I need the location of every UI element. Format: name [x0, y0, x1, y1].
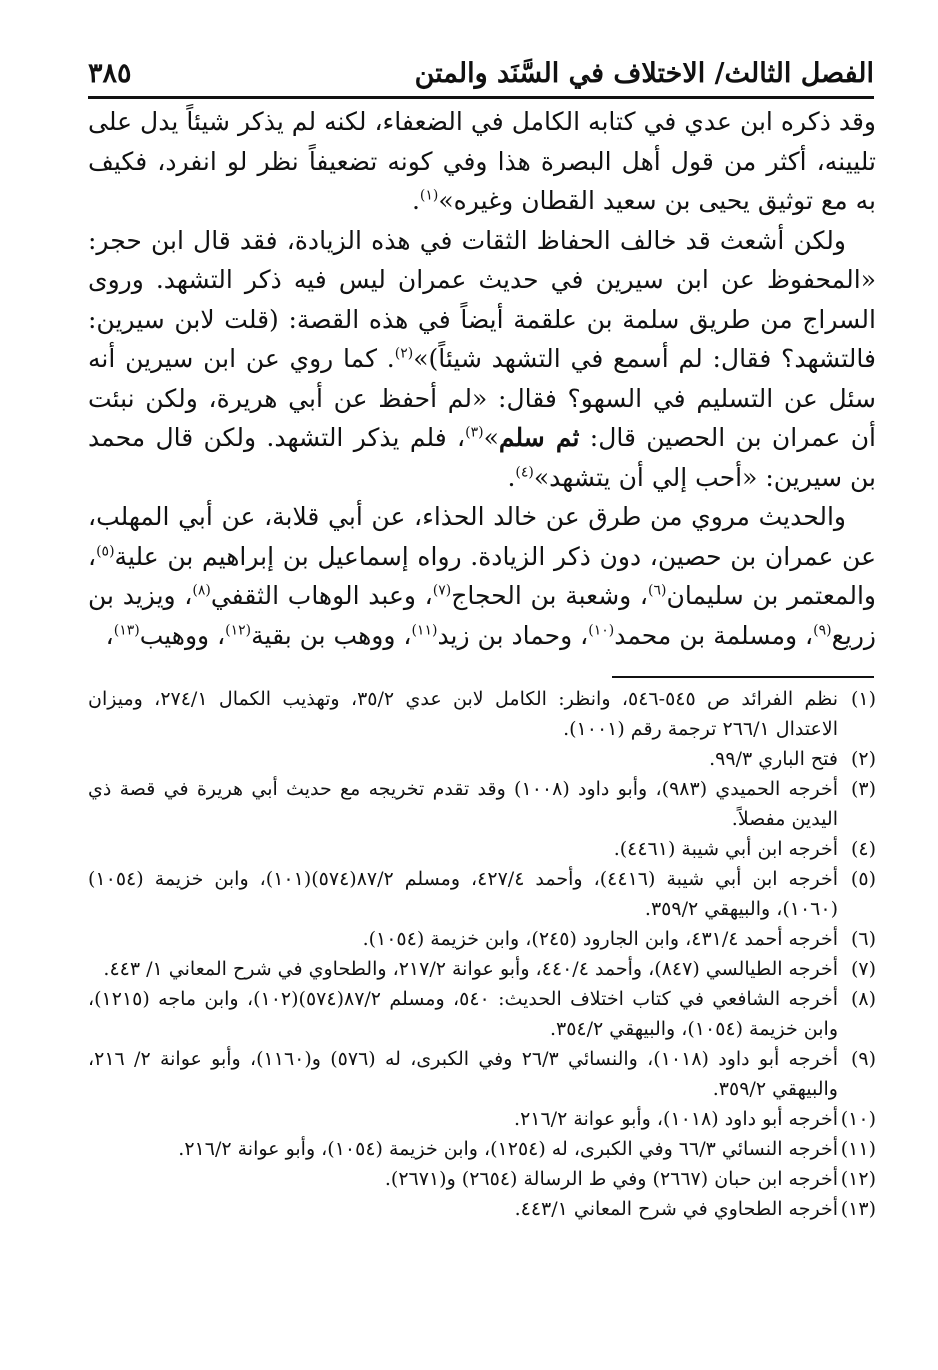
footnote-13: [88, 1194, 876, 1224]
paragraph-text: ، ومسلمة بن محمد: [614, 620, 814, 650]
page-number: ٣٨٥: [88, 58, 132, 89]
footnote-ref-3[interactable]: (٣): [465, 424, 484, 441]
paragraph-3: [88, 497, 876, 655]
header-rule: [88, 96, 874, 99]
footnote-number: (١١): [840, 1138, 876, 1160]
footnote-9: [88, 1044, 876, 1104]
footnote-number: (١٠): [840, 1108, 876, 1130]
footnote-ref-9[interactable]: (٩): [813, 622, 832, 639]
footnote-7: [88, 954, 876, 984]
paragraph-text: ، وحماد بن زيد: [437, 620, 589, 650]
paragraph-text: ، ووهيب: [139, 620, 226, 650]
footnote-4: [88, 834, 876, 864]
footnote-6: [88, 924, 876, 954]
footnote-ref-13[interactable]: (١٣): [113, 622, 140, 639]
footnote-3: [88, 774, 876, 834]
footnote-1: [88, 684, 876, 744]
footnote-text: أخرجه ابن أبي شيبة (٤٤١٦)، وأحمد ٤٢٧/٤، ومسلم ٨٧/٢(٥٧٤)(١٠١)، وابن خزيمة (١٠٥٤) (١٠٦٠)، والبيهقي ٣٥٩/٢.: [88, 868, 838, 920]
footnote-ref-6[interactable]: (٦): [648, 582, 667, 599]
footnote-ref-8[interactable]: (٨): [192, 582, 211, 599]
footnote-10: [88, 1104, 876, 1134]
footnote-text: أخرجه أحمد ٤٣١/٤، وابن الجارود (٢٤٥)، وابن خزيمة (١٠٥٤).: [362, 928, 838, 950]
footnote-number: (٩): [850, 1048, 876, 1070]
paragraph-text: وقد ذكره ابن عدي في كتابه الكامل في الضعفاء، لكنه لم يذكر شيئاً يدل على تليينه، أكثر من قول أهل البصرة هذا وفي كونه تضعيفاً نظر لو انفرد، فكيف به مع توثيق يحيى بن سعيد القطان وغيره»: [88, 107, 876, 215]
running-header: [88, 50, 874, 94]
paragraph-text: ،: [105, 620, 114, 650]
footnote-text: أخرجه أبو داود (١٠١٨)، وأبو عوانة ٢١٦/٢.: [514, 1108, 838, 1130]
paragraph-text: ، والمعتمر بن سليمان: [88, 541, 876, 610]
footnote-ref-7[interactable]: (٧): [432, 582, 452, 599]
paragraph-text: .: [507, 462, 516, 492]
paragraph-text: .: [411, 186, 420, 215]
footnote-ref-4[interactable]: (٤): [515, 464, 534, 481]
paragraph-text: ، فلم يذكر التشهد. ولكن قال محمد بن سيرين: «أحب إلي أن يتشهد»: [88, 423, 876, 492]
footnote-number: (٥): [850, 868, 876, 890]
paragraph-text: ، وعبد الوهاب الثقفي: [210, 581, 433, 610]
paragraph-1: [88, 102, 876, 221]
chapter-title: الفصل الثالث/ الاختلاف في السَّنَد والمتن: [414, 58, 874, 89]
footnote-ref-10[interactable]: (١٠): [588, 622, 615, 639]
bold-phrase: ثم سلم: [498, 423, 580, 452]
footnote-text: أخرجه ابن أبي شيبة (٤٤٦١).: [613, 838, 838, 860]
main-text: [88, 102, 876, 655]
paragraph-text: والحديث مروي من طرق عن خالد الحذاء، عن أبي قلابة، عن أبي المهلب، عن عمران بن حصين، دون ذكر الزيادة. رواه إسماعيل بن إبراهيم بن علية: [88, 502, 876, 571]
paragraph-text: »: [483, 423, 499, 452]
footnote-ref-11[interactable]: (١١): [411, 622, 438, 639]
footnote-text: فتح الباري ٩٩/٣.: [709, 748, 838, 770]
footnote-2: [88, 744, 876, 774]
footnote-text: أخرجه النسائي ٦٦/٣ وفي الكبرى، له (١٢٥٤)، وابن خزيمة (١٠٥٤)، وأبو عوانة ٢١٦/٢.: [178, 1138, 838, 1160]
footnote-number: (١): [850, 688, 876, 710]
footnote-8: [88, 984, 876, 1044]
paragraph-2: [88, 221, 876, 498]
footnote-text: أخرجه الحميدي (٩٨٣)، وأبو داود (١٠٠٨) وقد تقدم تخريجه مع حديث أبي هريرة في قصة ذي اليدين مفصلاً.: [88, 778, 839, 830]
footnote-text: أخرجه ابن حبان (٢٦٦٧) وفي ط الرسالة (٢٦٥٤) و(٢٦٧١).: [384, 1168, 838, 1190]
footnote-5: [88, 864, 876, 924]
footnote-number: (١٢): [840, 1168, 876, 1190]
footnote-text: أخرجه الطيالسي (٨٤٧)، وأحمد ٤٤٠/٤، وأبو عوانة ٢١٧/٢، والطحاوي في شرح المعاني ١/ ٤٤٣.: [103, 958, 838, 980]
footnote-ref-2[interactable]: (٢): [394, 345, 414, 362]
footnote-number: (٦): [850, 928, 876, 950]
footnote-text: أخرجه الشافعي في كتاب اختلاف الحديث: ٥٤٠، ومسلم ٨٧/٢(٥٧٤)(١٠٢)، وابن ماجه (١٢١٥)، وابن خزيمة (١٠٥٤)، والبيهقي ٣٥٤/٢.: [88, 988, 838, 1040]
paragraph-text: . كما روي عن ابن سيرين أنه سئل عن التسليم في السهو؟ فقال: «لم أحفظ عن أبي هريرة، ولكن نبئت أن عمران بن الحصين قال:: [88, 344, 876, 452]
footnote-separator: [612, 676, 874, 678]
paragraph-text: ولكن أشعث قد خالف الحفاظ الثقات في هذه الزيادة، فقد قال ابن حجر: «المحفوظ عن ابن سيرين في حديث عمران ليس فيه ذكر التشهد. وروى السراج من طريق سلمة بن علقمة أيضاً في هذه القصة: (قلت لابن سيرين: فالتشهد؟ فقال: لم أسمع في التشهد شيئاً)»: [88, 225, 876, 373]
footnote-text: أخرجه أبو داود (١٠١٨)، والنسائي ٢٦/٣ وفي الكبرى، له (٥٧٦) و(١١٦٠)، وأبو عوانة ٢/ ٢١٦، والبيهقي ٣٥٩/٢.: [88, 1048, 838, 1100]
footnote-number: (٧): [850, 958, 876, 980]
footnote-number: (١٣): [840, 1198, 876, 1220]
footnote-number: (٢): [850, 748, 876, 770]
footnote-ref-12[interactable]: (١٢): [225, 622, 252, 639]
footnote-ref-1[interactable]: (١): [419, 187, 439, 204]
footnote-number: (٤): [850, 838, 876, 860]
footnote-ref-5[interactable]: (٥): [96, 543, 115, 560]
footnote-number: (٣): [850, 778, 877, 800]
footnote-11: [88, 1134, 876, 1164]
footnote-text: نظم الفرائد ص ٥٤٥-٥٤٦، وانظر: الكامل لابن عدي ٣٥/٢، وتهذيب الكمال ٢٧٤/١، وميزان الاعتدال ٢٦٦/١ ترجمة رقم (١٠٠١).: [88, 688, 838, 740]
footnotes: [88, 684, 876, 1224]
paragraph-text: ، ويزيد بن زريع: [88, 581, 876, 650]
paragraph-text: ، ووهب بن بقية: [251, 620, 412, 650]
footnote-12: [88, 1164, 876, 1194]
footnote-number: (٨): [850, 988, 876, 1010]
footnote-text: أخرجه الطحاوي في شرح المعاني ٤٤٣/١.: [514, 1198, 838, 1220]
paragraph-text: ، وشعبة بن الحجاج: [451, 581, 648, 610]
